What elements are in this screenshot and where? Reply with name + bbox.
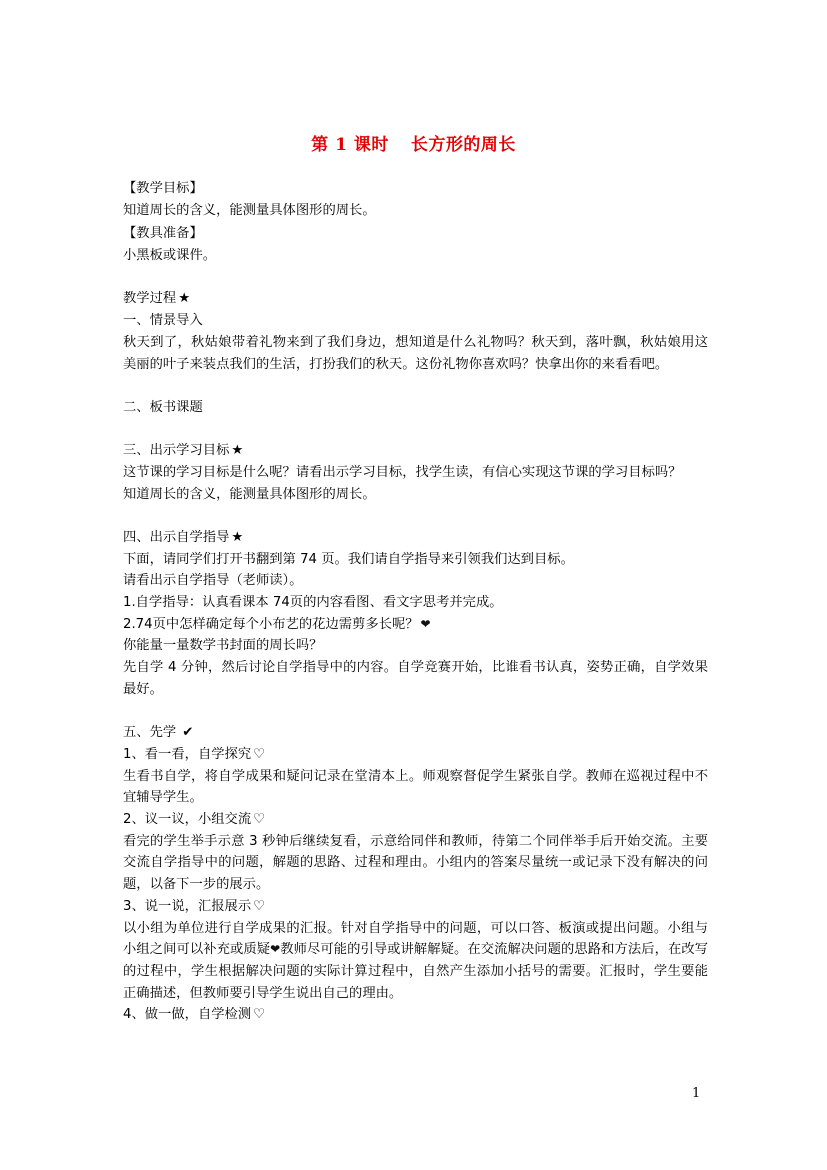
prep-text: 小黑板或课件。 bbox=[123, 248, 217, 264]
section5-heading-text: 五、先学 bbox=[123, 725, 177, 741]
process-heading-text: 教学过程 bbox=[123, 291, 177, 307]
section4-heading-text: 四、出示自学指导 bbox=[123, 530, 230, 546]
section4-line4-text: 2.74页中怎样确定每个小布艺的花边需剪多长呢？ bbox=[123, 616, 419, 632]
section4-line6: 先自学 4 分钟，然后讨论自学指导中的内容。自学竞赛开始，比谁看书认真，姿势正确，自学效果最好。 bbox=[123, 660, 708, 697]
page-number: 1 bbox=[692, 1086, 701, 1101]
heart-outline-icon: ♡ bbox=[253, 812, 266, 828]
section5-4-heading-text: 4、做一做，自学检测 bbox=[123, 1007, 252, 1023]
star-icon: ★ bbox=[231, 530, 244, 546]
section5-3-text-a: 以小组为单位进行自学成果的汇报。针对自学指导中的问题，可以口答、板演或提出问题。小组与小组之间可以补充或质疑 bbox=[123, 920, 708, 958]
section5-4-heading bbox=[123, 1004, 708, 1026]
title-lesson: 第 1 课时 bbox=[311, 135, 389, 155]
section3-text: 这节课的学习目标是什么呢？请看出示学习目标，找学生读，有信心实现这节课的学习目标吗？ bbox=[123, 464, 682, 480]
section4-line1: 下面，请同学们打开书翻到第 74 页。我们请自学指导来引领我们达到目标。 bbox=[123, 551, 574, 567]
document-body bbox=[123, 178, 708, 1026]
heart-icon: ❤ bbox=[270, 942, 281, 957]
section5-3-heading bbox=[123, 896, 708, 918]
goal-heading: 【教学目标】 bbox=[123, 181, 203, 196]
section5-1-heading bbox=[123, 744, 708, 766]
heart-icon: ❤ bbox=[420, 616, 431, 631]
section2-heading: 二、板书课题 bbox=[123, 399, 203, 415]
section5-3-text-b: 教师尽可能的引导或讲解解疑。在交流解决问题的思路和方法后，在改写的过程中，学生根据解决问题的实际计算过程中，自然产生添加小括号的需要。汇报时，学生要能正确描述，但教师要引导学生说出自己的理由。 bbox=[123, 942, 709, 1001]
section5-2-heading-text: 2、议一议，小组交流 bbox=[123, 812, 252, 828]
section5-3-heading-text: 3、说一说，汇报展示 bbox=[123, 898, 252, 914]
heart-outline-icon: ♡ bbox=[253, 746, 266, 762]
section5-1-heading-text: 1、看一看，自学探究 bbox=[123, 746, 252, 762]
section1-text: 秋天到了，秋姑娘带着礼物来到了我们身边，想知道是什么礼物吗？秋天到，落叶飘，秋姑娘用这美丽的叶子来装点我们的生活，打扮我们的秋天。这份礼物你喜欢吗？快拿出你的来看看吧。 bbox=[123, 334, 708, 372]
section4-line4 bbox=[123, 614, 708, 636]
page-title bbox=[0, 130, 827, 155]
section4-line5: 你能量一量数学书封面的周长吗？ bbox=[123, 638, 323, 654]
section3-goal: 知道周长的含义，能测量具体图形的周长。 bbox=[123, 486, 376, 502]
section5-1-text: 生看书自学，将自学成果和疑问记录在堂清本上。师观察督促学生紧张自学。教师在巡视过程中不宜辅导学生。 bbox=[123, 768, 708, 806]
section4-line3: 1.自学指导：认真看课本 74页的内容看图、看文字思考并完成。 bbox=[123, 595, 503, 611]
check-icon: ✔ bbox=[182, 725, 194, 741]
section3-heading bbox=[123, 440, 708, 462]
prep-heading: 【教具准备】 bbox=[123, 226, 203, 242]
goal-text: 知道周长的含义，能测量具体图形的周长。 bbox=[123, 202, 376, 218]
star-icon: ★ bbox=[231, 443, 244, 459]
section5-2-heading bbox=[123, 809, 708, 831]
section5-2-text: 看完的学生举手示意 3 秒钟后继续复看，示意给同伴和教师，待第二个同伴举手后开始交流。主要交流自学指导中的问题，解题的思路、过程和理由。小组内的答案尽量统一或记录下没有解决的问题，以备下一步的展示。 bbox=[123, 833, 708, 893]
section3-heading-text: 三、出示学习目标 bbox=[123, 443, 230, 459]
title-topic: 长方形的周长 bbox=[410, 135, 516, 155]
star-icon: ★ bbox=[178, 291, 191, 307]
section1-heading: 一、情景导入 bbox=[123, 313, 203, 329]
section4-heading bbox=[123, 527, 708, 549]
heart-outline-icon: ♡ bbox=[253, 1007, 266, 1023]
process-heading bbox=[123, 288, 708, 310]
section5-heading bbox=[123, 722, 708, 744]
heart-outline-icon: ♡ bbox=[253, 898, 266, 914]
section5-3-text bbox=[123, 918, 708, 1005]
section4-line2: 请看出示自学指导（老师读）。 bbox=[123, 573, 303, 589]
